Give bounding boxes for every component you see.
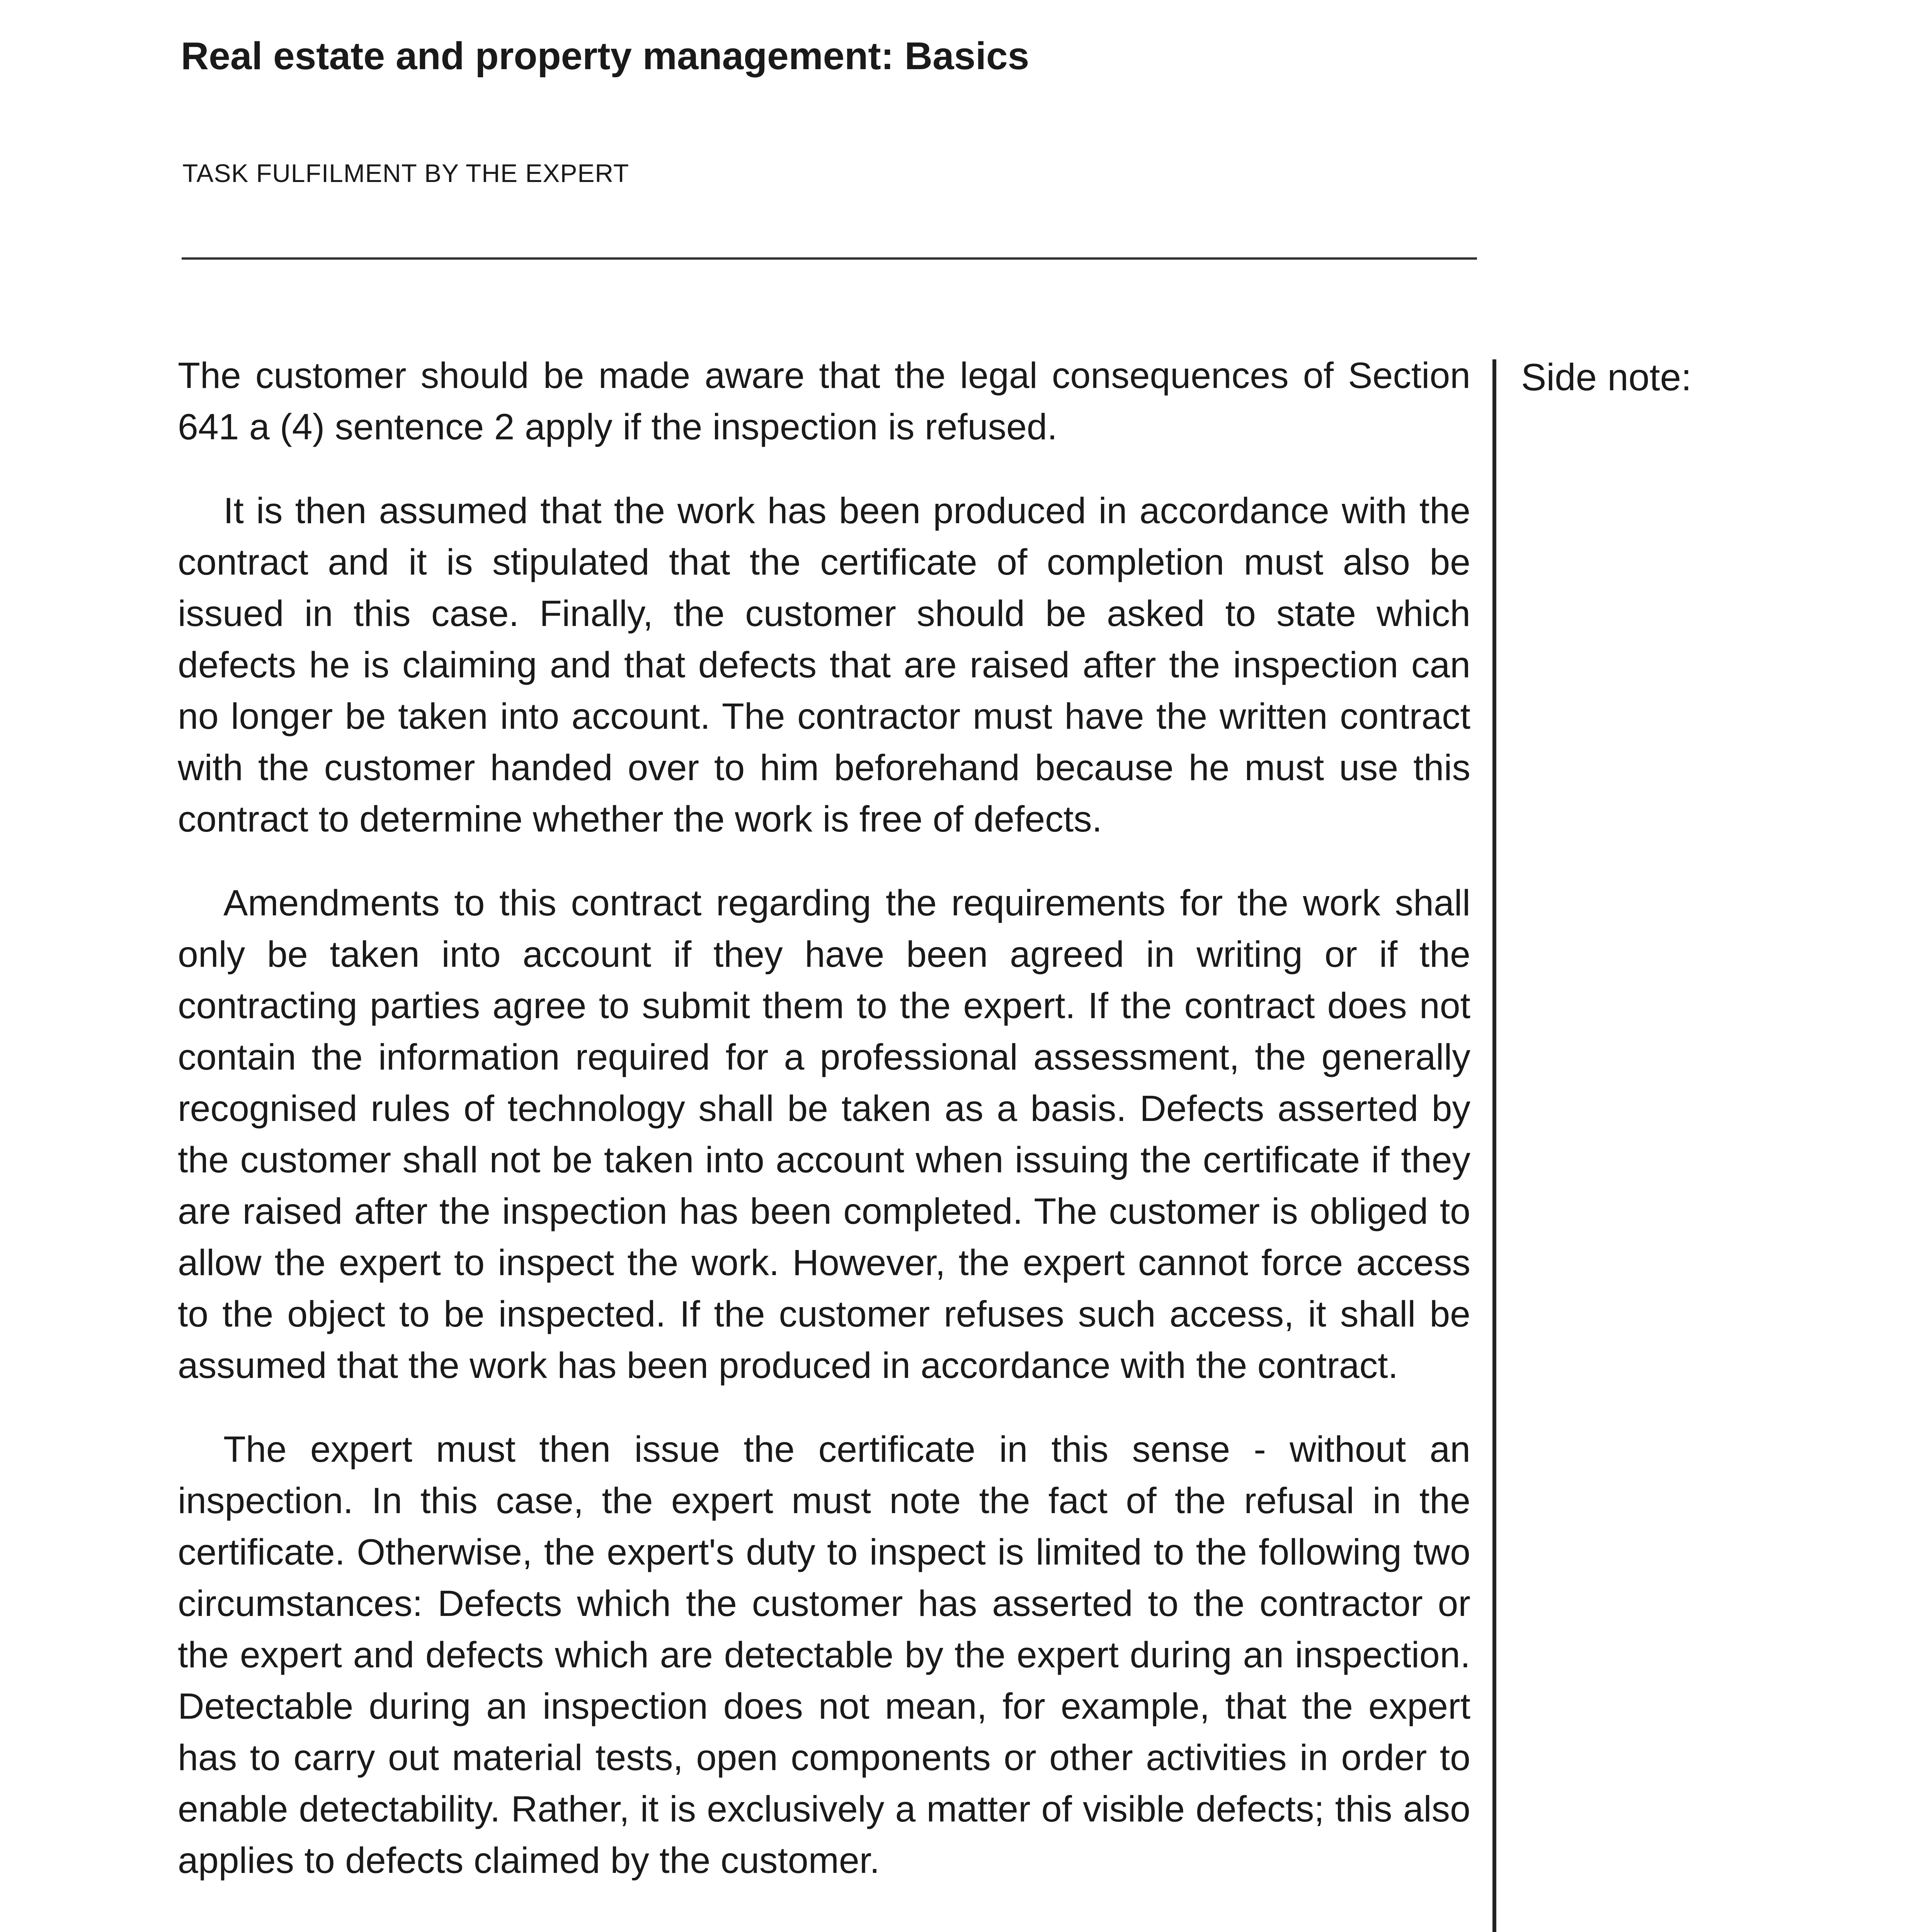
paragraph-4: The expert must then issue the certificate in this sense - without an inspection. In this case, the expert must note the fact of the refusal in the certificate. Otherwise, the expert's duty to inspect is limited to the following two circumstances: Defects which the customer has asserted to the contractor or the expert and defects which are detectable by the expert during an inspection. Detectable during an inspection does not mean, for example, that the expert has to carry out material tests, open components or other activities in order to enable detectability. Rather, it is exclusively a matter of visible defects; this also applies to defects claimed by the customer. [178,1429,1470,1881]
paragraph-3: Amendments to this contract regarding the requirements for the work shall only be taken into account if they have been agreed in writing or if the contracting parties agree to submit them to the expert. If the contract does not contain the information required for a professional assessment, the generally recognised rules of technology shall be taken as a basis. Defects asserted by the customer shall not be taken into account when issuing the certificate if they are raised after the inspection has been completed. The customer is obliged to allow the expert to inspect the work. However, the expert cannot force access to the object to be inspected. If the customer refuses such access, it shall be assumed that the work has been produced in accordance with the contract. [178,883,1470,1386]
side-note-divider [1492,359,1496,1932]
book-title: Real estate and property management: Basics [181,34,1029,78]
paragraph-2: It is then assumed that the work has been produced in accordance with the contract and it is stipulated that the certificate of completion must also be issued in this case. Finally, the customer should be asked to state which defects he is claiming and that defects that are raised after the inspection can no longer be taken into account. The contractor must have the written contract with the customer handed over to him beforehand because he must use this contract to determine whether the work is free of defects. [178,490,1470,840]
chapter-title: TASK FULFILMENT BY THE EXPERT [182,159,630,187]
paragraph-1: The customer should be made aware that the legal consequences of Section 641 a (4) sentence 2 apply if the inspection is refused. [178,355,1470,447]
header-divider [182,257,1477,260]
side-note-label: Side note: [1521,356,1692,398]
main-text [178,350,1470,1919]
